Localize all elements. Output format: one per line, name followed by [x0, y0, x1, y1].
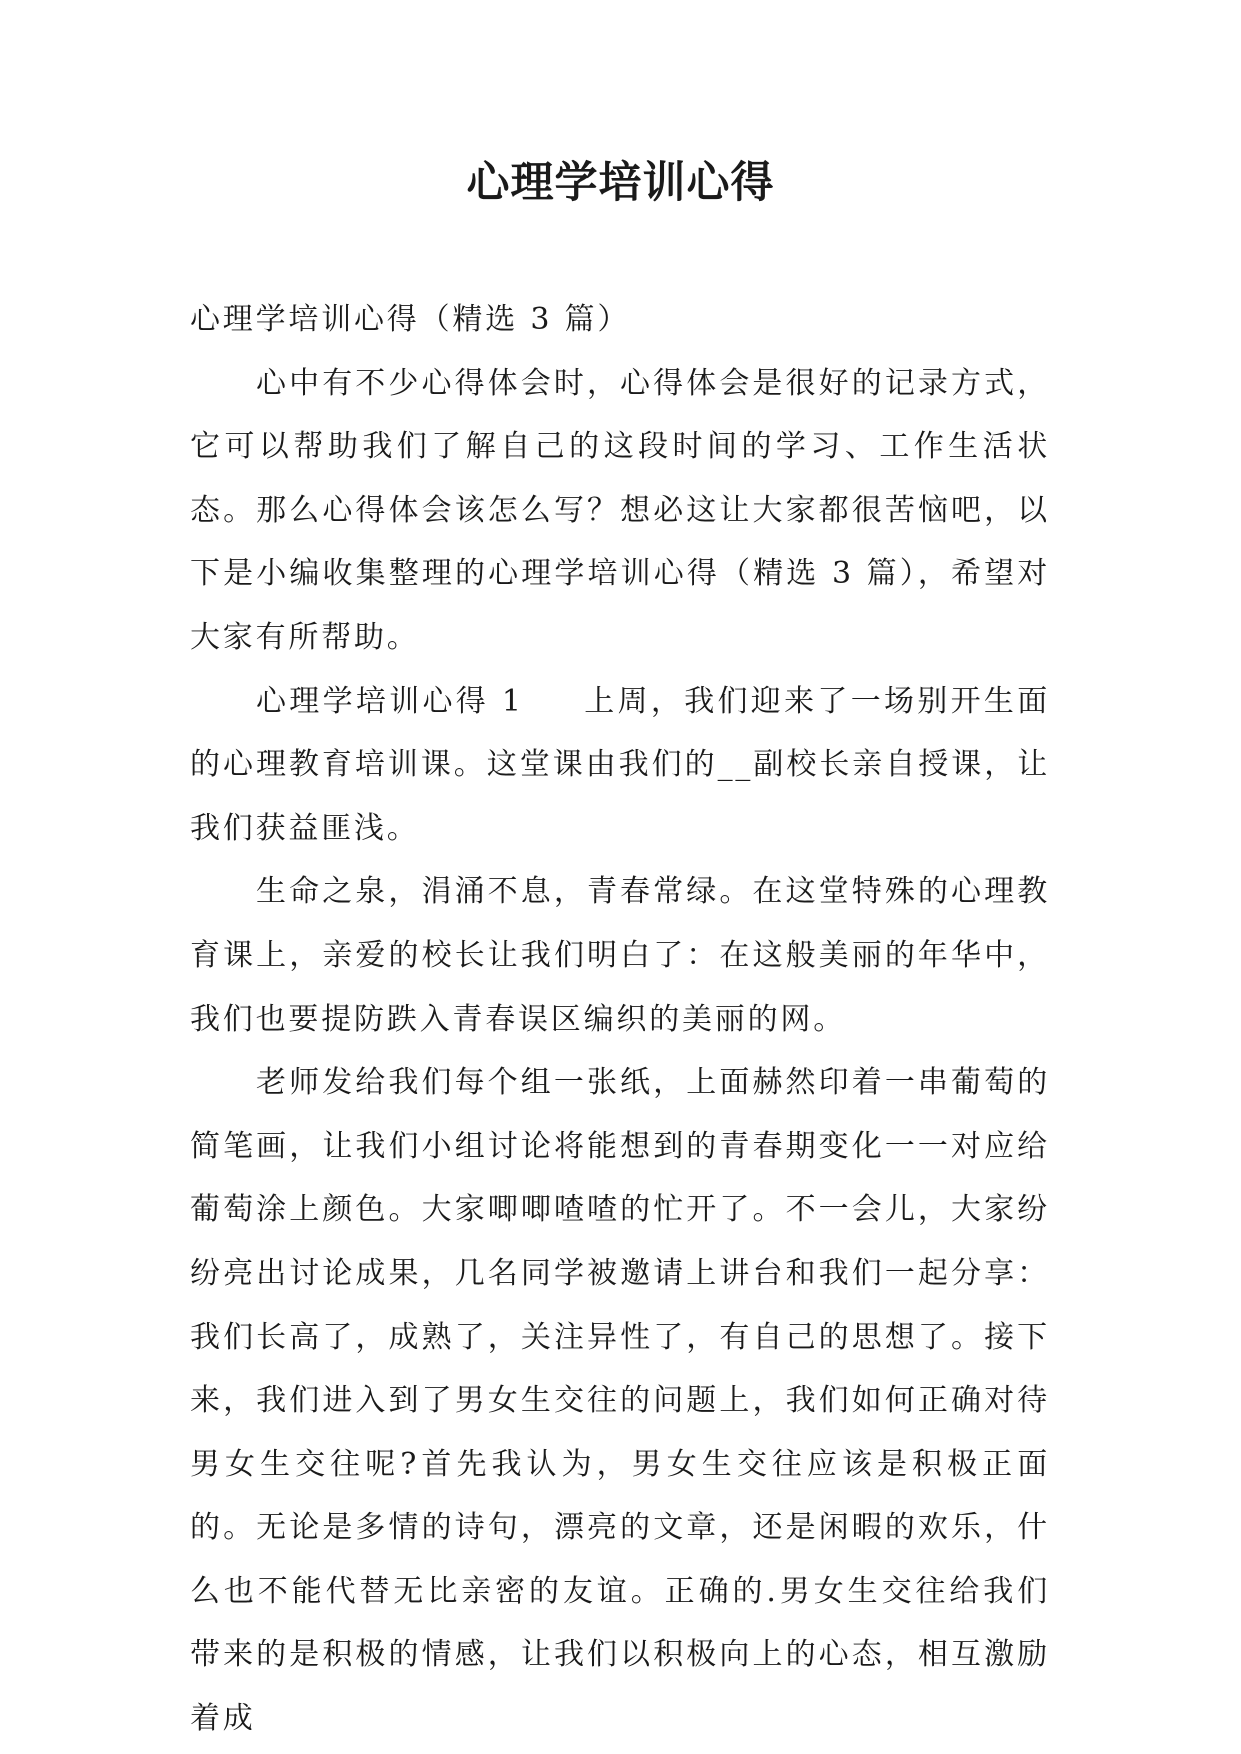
body-paragraph: 老师发给我们每个组一张纸，上面赫然印着一串葡萄的简笔画，让我们小组讨论将能想到的青春期变化一一对应给葡萄涂上颜色。大家唧唧喳喳的忙开了。不一会儿，大家纷纷亮出讨论成果，几名同学被邀请上讲台和我们一起分享：我们长高了，成熟了，关注异性了，有自己的思想了。接下来，我们进入到了男女生交往的问题上，我们如何正确对待男女生交往呢?首先我认为，男女生交往应该是积极正面的。无论是多情的诗句，漂亮的文章，还是闲暇的欢乐，什么也不能代替无比亲密的友谊。正确的.男女生交往给我们带来的是积极的情感，让我们以积极向上的心态，相互激励着成 — [190, 1065, 1050, 1737]
body-paragraph: 生命之泉，涓涌不息，青春常绿。在这堂特殊的心理教育课上，亲爱的校长让我们明白了：在这般美丽的年华中，我们也要提防跌入青春误区编织的美丽的网。 — [190, 874, 1050, 1037]
intro-paragraph: 心中有不少心得体会时，心得体会是很好的记录方式，它可以帮助我们了解自己的这段时间的学习、工作生活状态。那么心得体会该怎么写？想必这让大家都很苦恼吧，以下是小编收集整理的心理学培训心得（精选 3 篇），希望对大家有所帮助。 — [190, 365, 1050, 655]
section1-lead: 上周，我们迎来了一场别开生面的心理教育培训课。这堂课由我们的__副校长亲自授课，让我们获益匪浅。 — [190, 683, 1050, 846]
document-body — [190, 288, 1050, 1751]
document-title: 心理学培训心得 — [466, 158, 775, 208]
document-subtitle: 心理学培训心得（精选 3 篇） — [190, 302, 631, 337]
section1-paragraph — [190, 670, 1050, 861]
section1-heading: 心理学培训心得 1 — [256, 683, 524, 719]
